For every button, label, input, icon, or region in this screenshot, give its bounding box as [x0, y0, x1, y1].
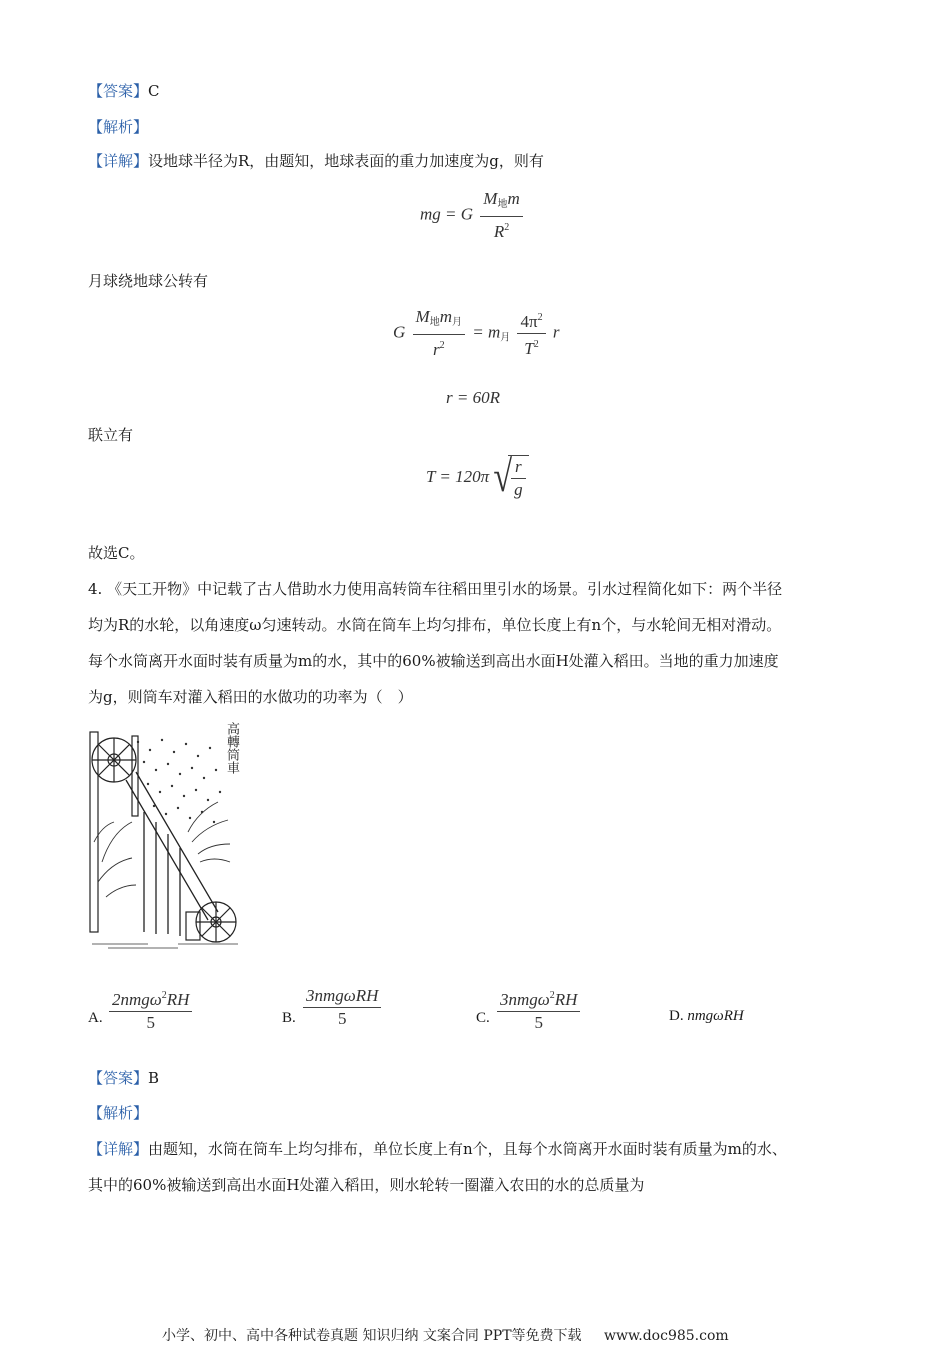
eq2-fraction-right: [517, 307, 545, 360]
eq2-den-sup: 2: [439, 340, 445, 351]
option-a-den: 5: [109, 1011, 192, 1034]
detail-line-q3: [88, 150, 544, 172]
answer-tag: 【答案】: [88, 82, 149, 100]
option-a-num: 2nmgω: [112, 990, 162, 1009]
eq2-sub2: 月: [451, 317, 462, 328]
combine-text: 联立有: [88, 426, 134, 444]
eq2-tail: r: [552, 322, 560, 342]
answer-value: C: [148, 82, 160, 100]
option-b-label: B.: [282, 1010, 296, 1026]
eq2-num2: 4π: [520, 312, 538, 331]
detail-tag: 【详解】: [88, 152, 149, 170]
option-d[interactable]: [669, 1008, 744, 1025]
eq2-num: M: [415, 307, 430, 326]
option-c-num: 3nmgω: [500, 990, 550, 1009]
answer-value-q4: B: [148, 1069, 160, 1087]
eq4-lhs: T = 120π: [426, 466, 490, 486]
q4-stem-line1: 4. 《天工开物》中记载了古人借助水力使用高转筒车往稻田里引水的场景。引水过程简化如下：两个半径: [88, 580, 783, 598]
option-d-label: D.: [669, 1008, 684, 1024]
footer-site-link[interactable]: www.doc985.com: [603, 1328, 729, 1344]
option-b-num: 3nmgωRH: [306, 986, 379, 1005]
detail-tag-q4: 【详解】: [88, 1140, 149, 1158]
option-a-num-tail: RH: [166, 990, 190, 1009]
eq4-num: r: [515, 457, 522, 476]
eq1-num-tail: m: [507, 189, 520, 208]
eq2-sub3: 月: [500, 332, 511, 344]
eq2-den2: T: [524, 339, 534, 358]
water-wheel-illustration: [88, 722, 241, 952]
analysis-tag: 【解析】: [88, 118, 149, 136]
option-c-num-sup: 2: [549, 990, 555, 1001]
illustration-label: 高轉筒車: [224, 722, 239, 774]
eq4-den: g: [511, 478, 526, 501]
equation-radius: r = 60R: [446, 388, 500, 407]
equation-period: [426, 455, 529, 501]
eq2-den2-sup: 2: [533, 339, 539, 350]
equation-orbit: [393, 306, 559, 361]
orbit-text: 月球绕地球公转有: [88, 272, 209, 290]
option-a-fraction: [109, 985, 192, 1034]
eq2-fraction-left: [413, 306, 465, 361]
option-c-num-tail: RH: [554, 990, 578, 1009]
eq2-den: r: [432, 340, 440, 359]
detail-text: 设地球半径为R，由题知，地球表面的重力加速度为g，则有: [148, 152, 544, 170]
detail-text-q4: 由题知，水筒在筒车上均匀排布，单位长度上有n个，且每个水筒离开水面时装有质量为m的水、: [148, 1140, 787, 1158]
eq2-eq: = m: [472, 322, 501, 342]
eq1-lhs: mg = G: [420, 204, 474, 224]
option-b-den: 5: [303, 1007, 381, 1030]
answer-line-q3: [88, 80, 160, 102]
q4-stem-line2: 均为R的水轮，以角速度ω匀速转动。水筒在筒车上均匀排布，单位长度上有n个，与水轮间无相对滑动。: [88, 616, 782, 634]
footer-text: 小学、初中、高中各种试卷真题 知识归纳 文案合同 PPT等免费下载: [162, 1328, 582, 1344]
q4-stem-line4: 为g，则筒车对灌入稻田的水做功的功率为（ ）: [88, 688, 413, 706]
eq1-num-sub: 地: [497, 199, 508, 210]
eq2-g: G: [393, 322, 406, 342]
q4-stem-line3: 每个水筒离开水面时装有质量为m的水，其中的60%被输送到高出水面H处灌入稻田。当地的重力加速度: [88, 652, 779, 670]
eq1-den: R: [493, 222, 505, 241]
eq1-num: M: [483, 189, 498, 208]
equation-gravity-surface: [420, 188, 526, 243]
eq1-den-sup: 2: [504, 222, 510, 233]
eq2-num2-sup: 2: [537, 312, 543, 323]
option-c-den: 5: [497, 1011, 580, 1034]
eq1-fraction: [480, 188, 522, 243]
conclusion-text: 故选C。: [88, 544, 145, 562]
detail-line2-q4: 其中的60%被输送到高出水面H处灌入稻田，则水轮转一圈灌入农田的水的总质量为: [88, 1176, 645, 1194]
answer-tag-q4: 【答案】: [88, 1069, 149, 1087]
option-a-label: A.: [88, 1010, 103, 1026]
option-d-text: nmgωRH: [687, 1008, 744, 1024]
answer-line-q4: [88, 1067, 159, 1089]
eq2-m: m: [439, 307, 452, 326]
footer: [162, 1325, 729, 1345]
eq2-sub1: 地: [429, 317, 440, 328]
detail-line1-q4: [88, 1138, 787, 1160]
option-a-num-sup: 2: [161, 990, 167, 1001]
option-b-fraction: [303, 985, 381, 1030]
option-c-fraction: [497, 985, 580, 1034]
option-c-label: C.: [476, 1010, 490, 1026]
analysis-tag-q4: 【解析】: [88, 1104, 149, 1122]
sqrt: √ $\frac{r}{g}$: [493, 455, 528, 501]
